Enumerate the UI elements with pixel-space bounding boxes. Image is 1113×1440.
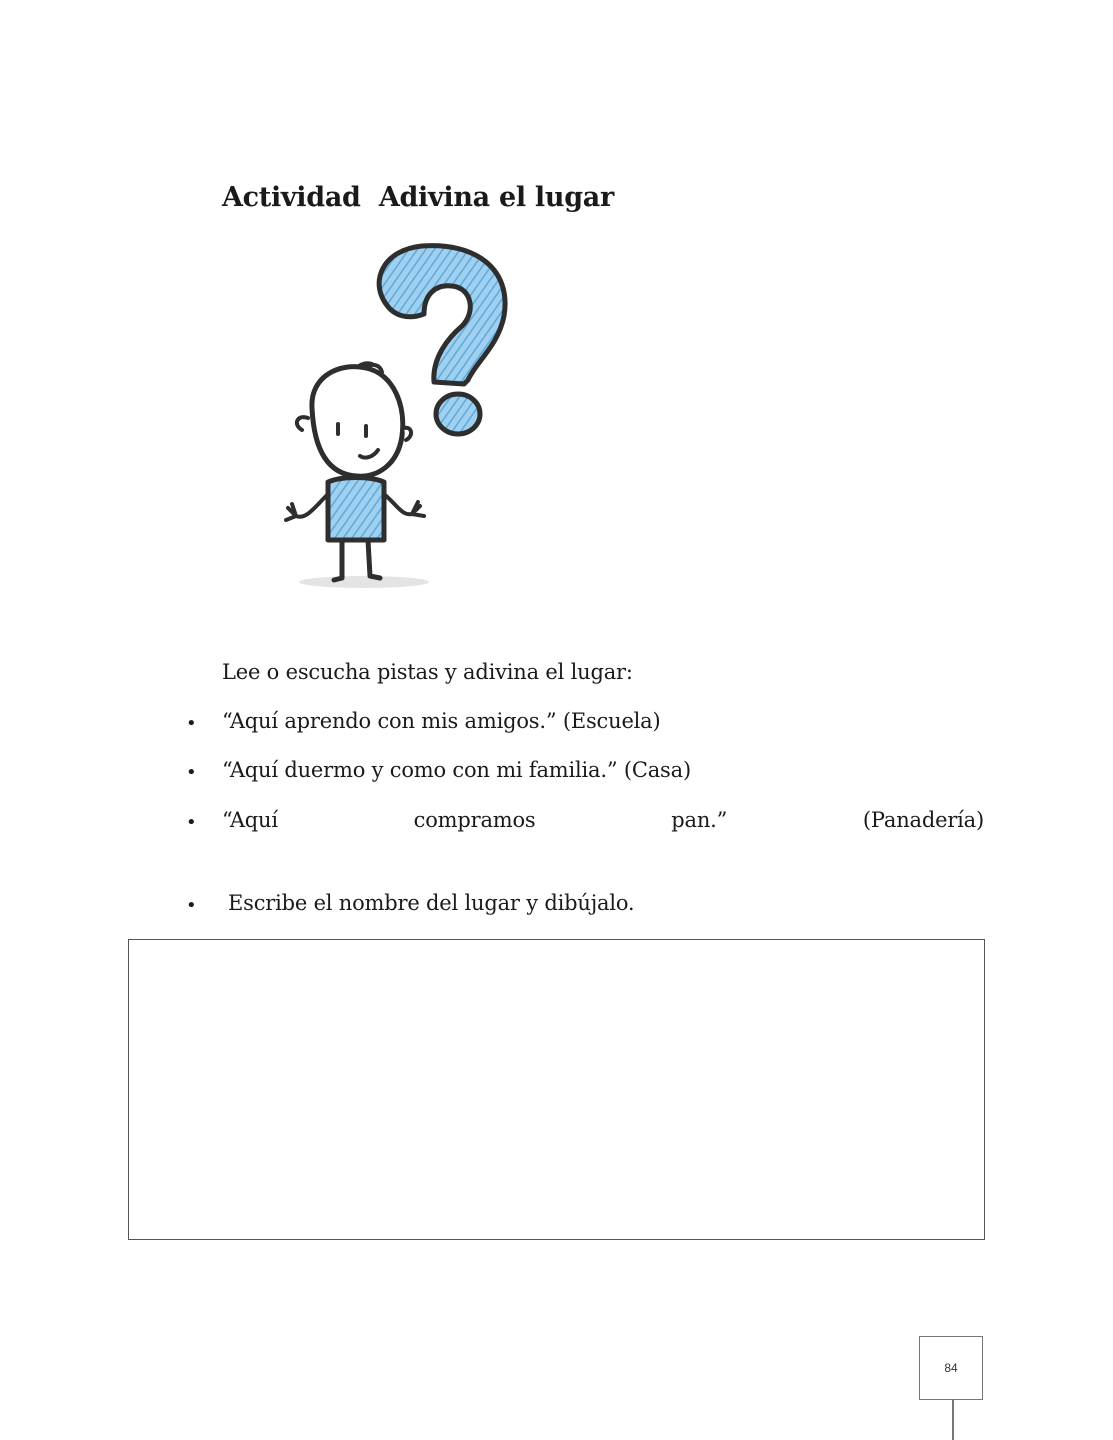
clue-word: compramos [413, 808, 536, 832]
bullet: • [186, 895, 197, 916]
activity-title: Actividad Adivina el lugar [222, 182, 614, 213]
clue-text: “Aquí aprendo con mis amigos.” (Escuela) [222, 709, 661, 733]
question-dot-icon [436, 394, 480, 434]
page-number-box [919, 1336, 983, 1400]
page-number: 84 [944, 1361, 958, 1375]
ground-shadow [299, 576, 429, 588]
stick-figure-question-mark-icon [262, 238, 522, 594]
shirt-icon [328, 478, 384, 541]
bullet: • [186, 762, 197, 783]
head-icon [312, 367, 403, 477]
intro-text: Lee o escucha pistas y adivina el lugar: [222, 660, 633, 684]
clue-word: “Aquí [222, 808, 278, 832]
question-mark-icon [379, 246, 505, 384]
clue-word: pan.” [671, 808, 728, 832]
page-number-connector [952, 1399, 954, 1440]
clue-word: (Panadería) [862, 808, 984, 832]
clue-text: “Aquí duermo y como con mi familia.” (Casa) [222, 758, 691, 782]
bullet: • [186, 812, 197, 833]
answer-drawing-box[interactable] [128, 939, 985, 1240]
bullet: • [186, 713, 197, 734]
instruction-text: Escribe el nombre del lugar y dibújalo. [228, 891, 635, 915]
clue-text-justified [222, 808, 984, 832]
illustration-svg [262, 238, 522, 594]
